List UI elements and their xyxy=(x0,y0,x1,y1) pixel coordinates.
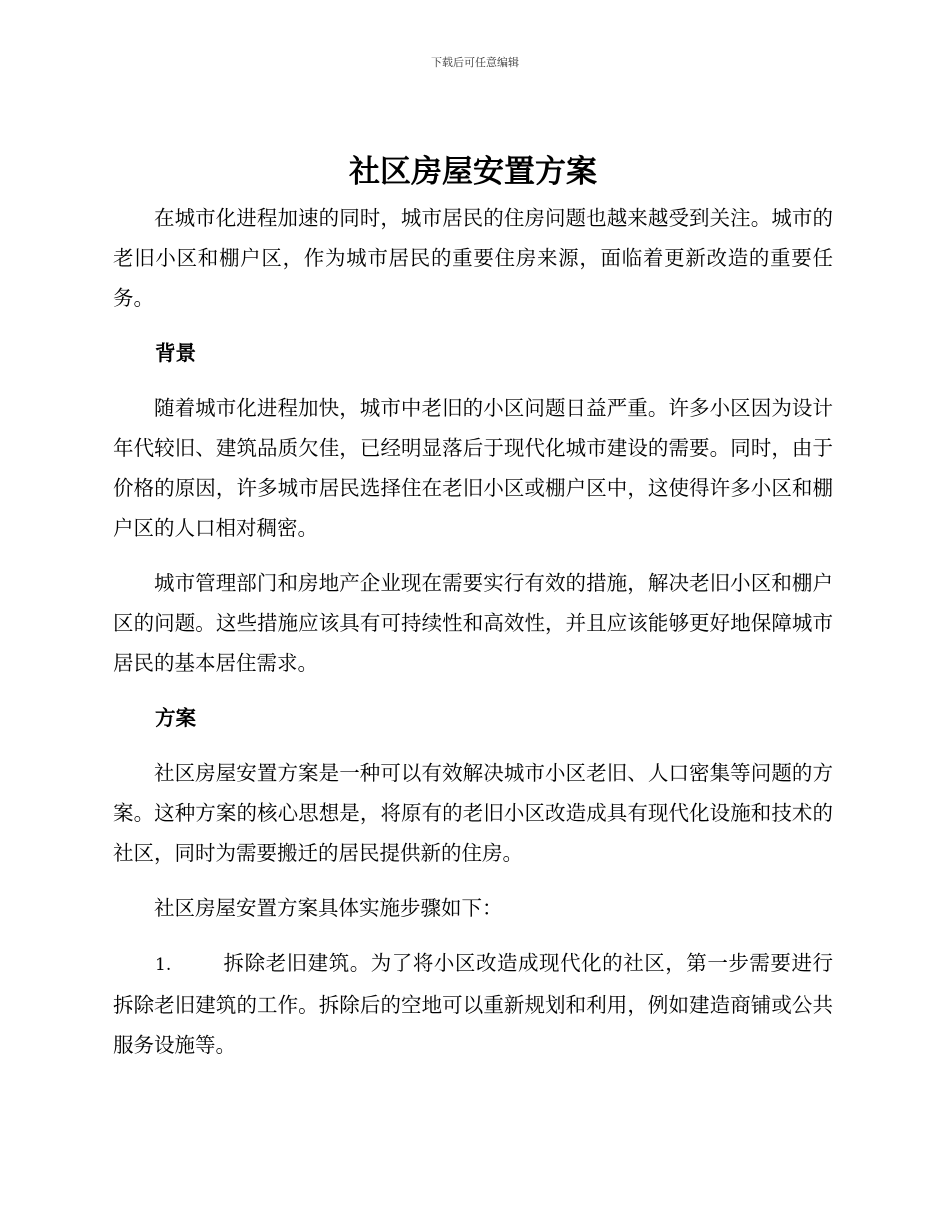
list-item-number: 1. xyxy=(155,955,172,975)
intro-paragraph: 在城市化进程加速的同时，城市居民的住房问题也越来越受到关注。城市的老旧小区和棚户区，作为城市居民的重要住房来源，面临着更新改造的重要任务。 xyxy=(113,206,833,310)
section-plan xyxy=(113,698,833,928)
page-header-note: 下载后可任意编辑 xyxy=(431,56,519,69)
section-heading-plan: 方案 xyxy=(155,706,196,730)
plan-paragraph-2: 社区房屋安置方案具体实施步骤如下： xyxy=(154,896,503,920)
steps-list xyxy=(113,943,833,1065)
document-title: 社区房屋安置方案 xyxy=(349,154,597,190)
section-heading-background: 背景 xyxy=(155,341,196,365)
section-background xyxy=(113,333,833,683)
background-paragraph-2: 城市管理部门和房地产企业现在需要实行有效的措施，解决老旧小区和棚户区的问题。这些措施应该具有可持续性和高效性，并且应该能够更好地保障城市居民的基本居住需求。 xyxy=(113,571,833,675)
background-paragraph-1: 随着城市化进程加快，城市中老旧的小区问题日益严重。许多小区因为设计年代较旧、建筑品质欠佳，已经明显落后于现代化城市建设的需要。同时，由于价格的原因，许多城市居民选择住在老旧小区或棚户区中，这使得许多小区和棚户区的人口相对稠密。 xyxy=(113,396,833,540)
list-item xyxy=(113,943,833,1065)
plan-paragraph-1: 社区房屋安置方案是一种可以有效解决城市小区老旧、人口密集等问题的方案。这种方案的核心思想是，将原有的老旧小区改造成具有现代化设施和技术的社区，同时为需要搬迁的居民提供新的住房。 xyxy=(113,761,833,865)
list-item-text: 拆除老旧建筑。为了将小区改造成现代化的社区，第一步需要进行拆除老旧建筑的工作。拆除后的空地可以重新规划和利用，例如建造商铺或公共服务设施等。 xyxy=(113,951,833,1057)
document-body xyxy=(113,150,833,1065)
